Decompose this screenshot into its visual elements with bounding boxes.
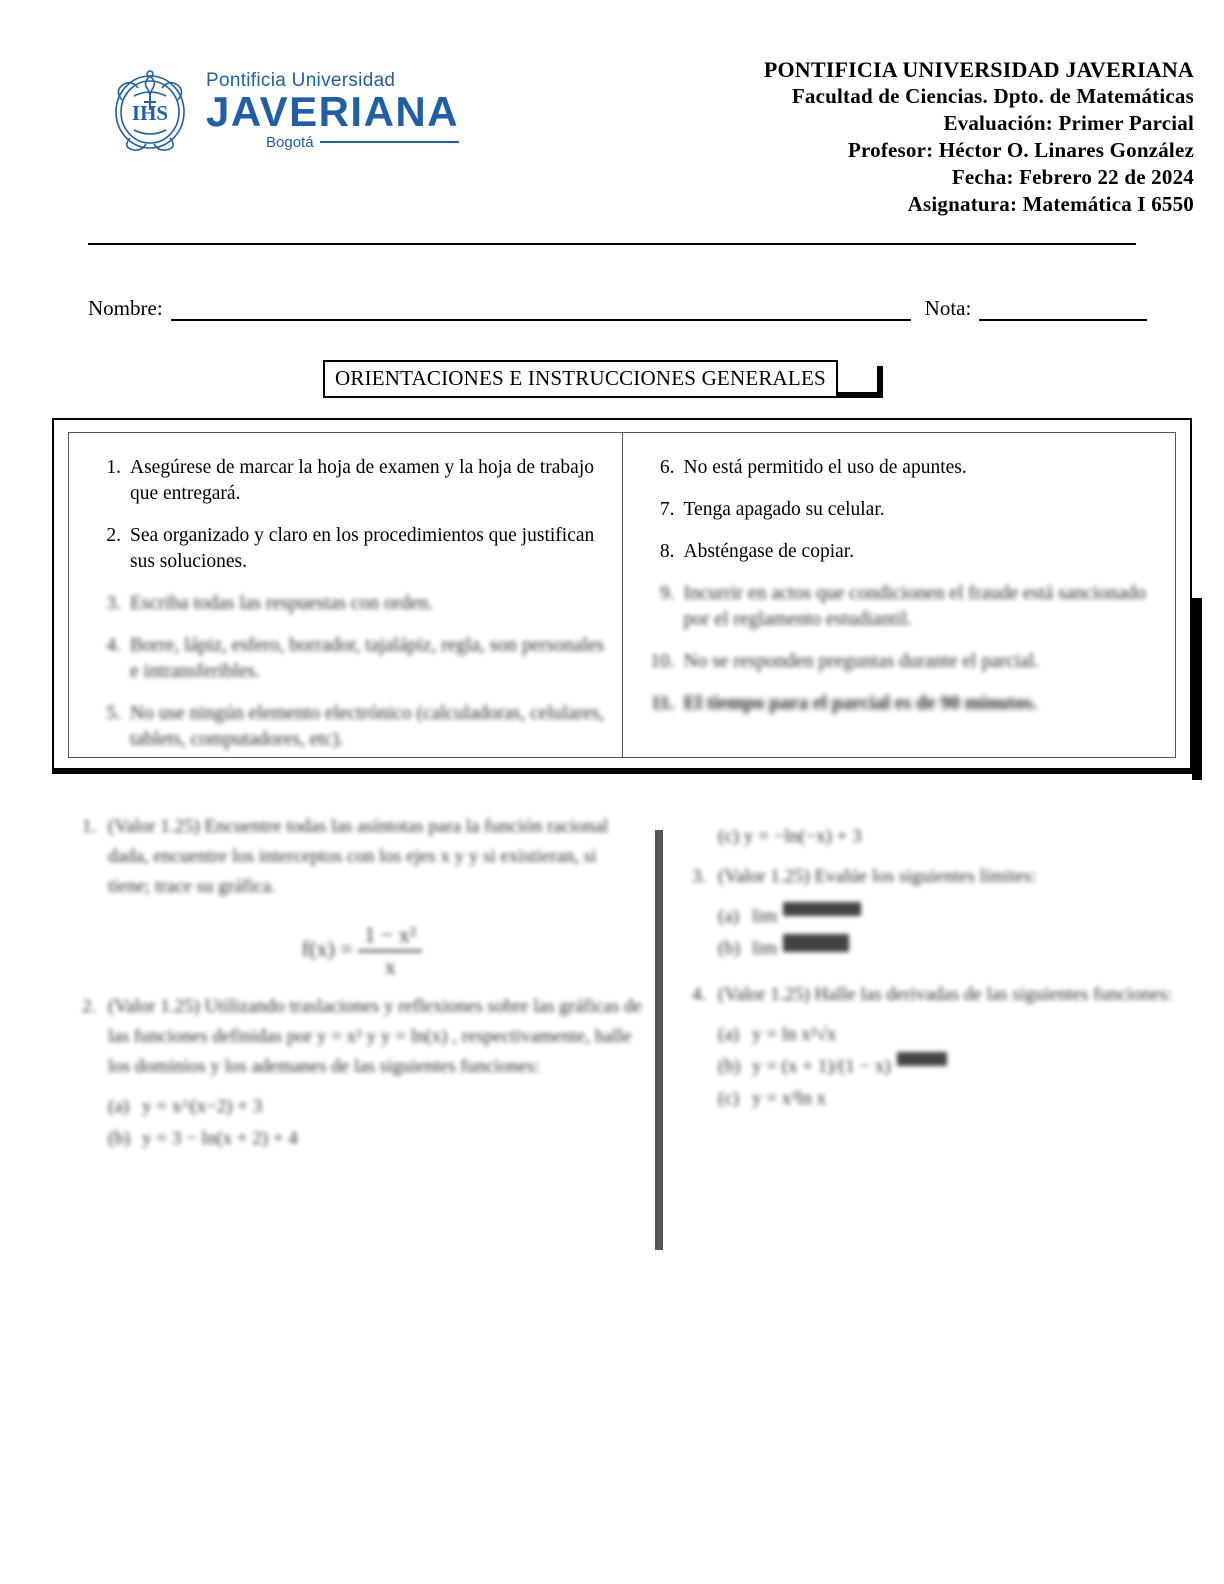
list-item: [91, 701, 606, 753]
list-item: [91, 455, 606, 507]
subitem-label: (b): [718, 1056, 741, 1077]
svg-text:IHS: IHS: [131, 101, 169, 125]
faculty-name: Facultad de Ciencias. Dpto. de Matemáticas: [791, 84, 1194, 108]
question-subitem: [108, 1092, 642, 1122]
instruction-text: No se responden preguntas durante el parcial.: [683, 651, 1040, 672]
subitem-label: (a): [108, 1096, 130, 1117]
logo-rule: [320, 141, 460, 143]
subitem-text: y = ln x²√x: [752, 1024, 837, 1045]
instruction-text: Asegúrese de marcar la hoja de examen y la hoja de trabajo que entregará.: [130, 457, 594, 504]
instructions-title: ORIENTACIONES E INSTRUCCIONES GENERALES: [323, 360, 838, 398]
redacted-formula: [897, 1052, 947, 1066]
evaluation-name: Evaluación: Primer Parcial: [943, 111, 1194, 135]
professor-name: Profesor: Héctor O. Linares González: [847, 138, 1194, 162]
university-logo: [100, 55, 460, 165]
redacted-formula: [783, 934, 849, 952]
instruction-number: 3.: [106, 593, 121, 614]
student-fields-row: [88, 296, 1173, 326]
grade-input[interactable]: [979, 319, 1147, 321]
instructions-column-right: [623, 433, 1176, 757]
instruction-number: 6.: [659, 457, 675, 478]
university-name: PONTIFICIA UNIVERSIDAD JAVERIANA: [763, 57, 1194, 82]
subitem-text: lim: [752, 938, 778, 959]
instruction-text: El tiempo para el parcial es de 90 minutos.: [683, 693, 1037, 714]
formula-lhs: f(x) =: [301, 936, 353, 962]
subitem-text: y = x^(x−2) + 3: [142, 1096, 263, 1117]
list-item: [91, 633, 606, 685]
question-number: [692, 822, 718, 852]
list-item: [91, 591, 606, 617]
question-text: (Valor 1.25) Evalúe los siguientes límites:: [718, 866, 1037, 887]
list-item: [645, 455, 1160, 481]
subitem-label: (c): [718, 1088, 740, 1109]
question-subitem: [108, 1124, 642, 1154]
redacted-formula: [783, 902, 861, 916]
instruction-text: No está permitido el uso de apuntes.: [683, 457, 967, 478]
instructions-column-left: [69, 433, 622, 757]
question-subitem: [718, 1084, 1202, 1114]
question-number: 1.: [82, 816, 97, 837]
formula-numerator: 1 − x²: [358, 920, 422, 952]
question-number: 4.: [692, 984, 707, 1005]
subitem-text: y = (x + 1)/(1 − x): [752, 1056, 891, 1077]
question-item: [82, 812, 642, 902]
question-subitem: [718, 902, 1202, 932]
instruction-number: 5.: [106, 703, 121, 724]
instructions-shadow-right: [1192, 598, 1202, 780]
logo-line-2: JAVERIANA: [206, 87, 460, 135]
subitem-text: lim: [752, 906, 778, 927]
document-header: [0, 0, 1224, 250]
instruction-text: No use ningún elemento electrónico (calculadoras, celulares, tablets, computadores, etc).: [130, 703, 605, 750]
logo-line-3: Bogotá: [266, 133, 314, 151]
question-item: [692, 822, 1202, 852]
instruction-text: Absténgase de copiar.: [683, 541, 855, 562]
question-text: (Valor 1.25) Halle las derivadas de las siguientes funciones:: [718, 984, 1173, 1005]
subitem-label: (b): [108, 1128, 131, 1149]
subitem-label: (a): [718, 1024, 740, 1045]
instructions-inner-frame: [68, 432, 1176, 758]
questions-column-divider: [655, 830, 663, 1250]
list-item: [645, 691, 1160, 717]
subitem-text: y = 3 − ln(x + 2) + 4: [142, 1128, 298, 1149]
exam-date: Fecha: Febrero 22 de 2024: [951, 165, 1194, 189]
instruction-number: 10.: [650, 651, 675, 672]
list-item: [645, 649, 1160, 675]
subitem-label: (a): [718, 906, 740, 927]
questions-column-right: [692, 822, 1202, 1114]
formula-fraction: [358, 920, 422, 982]
question-subitem: [718, 1052, 1202, 1082]
subitem-text: y = x³ln x: [752, 1088, 826, 1109]
instruction-number: 4.: [106, 635, 121, 656]
instruction-number: 1.: [106, 457, 121, 478]
instruction-number: 9.: [659, 583, 675, 604]
instruction-text: Borre, lápiz, esfero, borrador, tajalápiz, regla, son personales e intransferibles.: [130, 635, 605, 682]
question-item: [82, 992, 642, 1082]
subject-name: Asignatura: Matemática I 6550: [907, 192, 1194, 216]
question-number: 3.: [692, 866, 707, 887]
instruction-text: Tenga apagado su celular.: [683, 499, 885, 520]
title-box-shadow-right: [877, 366, 883, 394]
instruction-text: Incurrir en actos que condicionen el fraude está sancionado por el reglamento estudiantil.: [683, 583, 1146, 630]
question-formula: [82, 920, 642, 982]
name-label: Nombre:: [88, 296, 163, 320]
questions-column-left: [82, 812, 642, 1154]
question-text: (c) y = −ln(−x) + 3: [718, 826, 862, 847]
instructions-box: [52, 418, 1192, 770]
logo-line-1: Pontificia Universidad: [206, 69, 396, 91]
instruction-text: Sea organizado y claro en los procedimientos que justifican sus soluciones.: [130, 525, 595, 572]
question-item: [692, 862, 1202, 892]
instruction-text: Escriba todas las respuestas con orden.: [130, 593, 434, 614]
question-item: [692, 980, 1202, 1010]
list-item: [645, 539, 1160, 565]
question-subitem: [718, 934, 1202, 964]
instruction-number: 8.: [659, 541, 675, 562]
list-item: [645, 497, 1160, 523]
subitem-label: (b): [718, 938, 741, 959]
instruction-number: 11.: [651, 693, 675, 714]
formula-denominator: x: [384, 954, 396, 979]
javeriana-crest-icon: [100, 60, 200, 160]
question-number: 2.: [82, 996, 97, 1017]
question-text: (Valor 1.25) Utilizando traslaciones y reflexiones sobre las gráficas de las funciones definidas por y = x² y y = ln(x) , respectivamente, halle los dominios y los ademanes de las siguientes funciones:: [108, 996, 642, 1077]
header-info-block: [494, 56, 1194, 218]
header-divider: [88, 243, 1136, 245]
list-item: [645, 581, 1160, 633]
list-item: [91, 523, 606, 575]
questions-section: [52, 812, 1192, 1282]
question-subitem: [718, 1020, 1202, 1050]
question-text: (Valor 1.25) Encuentre todas las asíntotas para la función racional dada, encuentre los interceptos con los ejes x y y si existieran, si tiene; trace su gráfica.: [108, 816, 609, 897]
instruction-number: 7.: [659, 499, 675, 520]
instruction-number: 2.: [106, 525, 121, 546]
name-input[interactable]: [171, 319, 911, 321]
grade-label: Nota:: [924, 296, 972, 320]
